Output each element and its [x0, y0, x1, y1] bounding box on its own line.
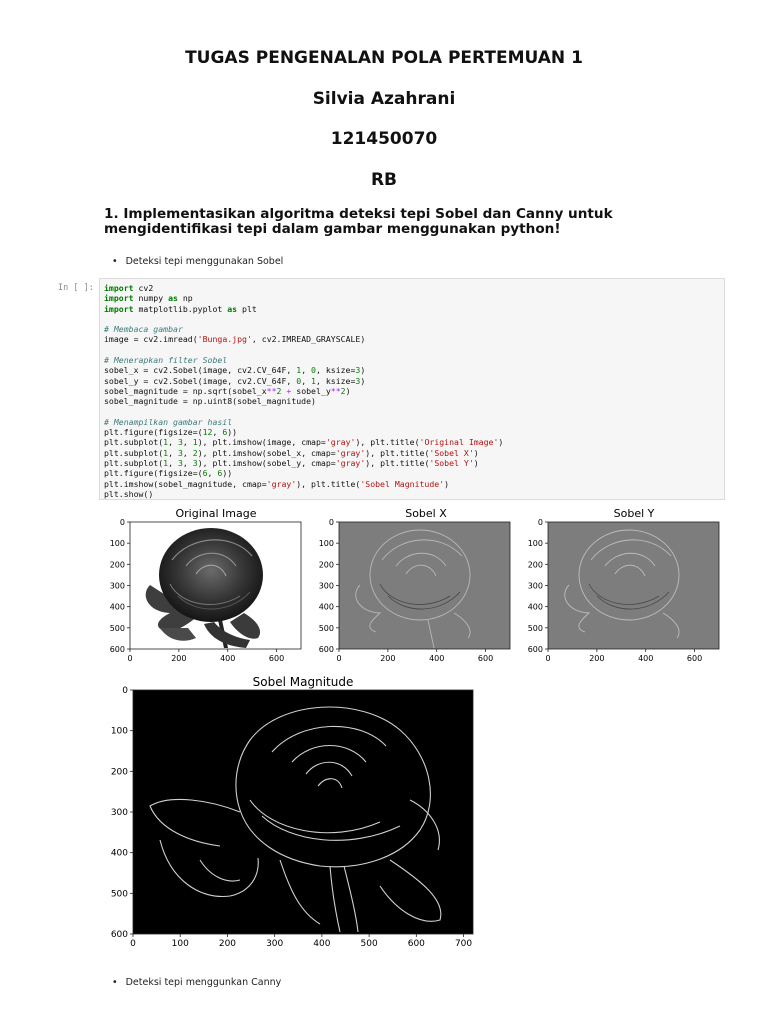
y-tick-label: 500 [318, 623, 334, 633]
x-tick-label: 0 [545, 654, 551, 663]
y-tick-label: 400 [110, 848, 128, 859]
x-tick-label: 0 [336, 654, 342, 663]
x-tick-label: 0 [127, 654, 133, 663]
y-tick-label: 200 [109, 560, 125, 570]
bullet-canny: • Deteksi tepi menggunkan Canny [112, 977, 281, 988]
code-line: plt.figure(figsize=(6, 6)) [104, 468, 233, 479]
y-tick-label: 100 [109, 539, 125, 549]
subplot-original [130, 507, 301, 649]
student-name: Silvia Azahrani [312, 89, 456, 109]
x-tick-label: 200 [171, 654, 187, 663]
y-tick-label: 0 [537, 518, 543, 527]
x-tick-label: 200 [589, 654, 605, 663]
document-title: TUGAS PENGENALAN POLA PERTEMUAN 1 [185, 48, 583, 68]
y-tick-label: 100 [318, 539, 334, 549]
code-line: image = cv2.imread('Bunga.jpg', cv2.IMREAD_GRAYSCALE) [104, 334, 366, 345]
code-line: sobel_magnitude = np.sqrt(sobel_x**2 + sobel_y**2) [104, 385, 351, 396]
y-tick-label: 0 [122, 686, 128, 696]
x-tick-label: 400 [429, 654, 445, 663]
y-tick-label: 500 [527, 623, 543, 633]
y-tick-label: 0 [119, 518, 125, 527]
subplot-sobel-x [339, 507, 510, 649]
code-line: sobel_magnitude = np.uint8(sobel_magnitude) [104, 396, 316, 407]
code-line: plt.subplot(1, 3, 1), plt.imshow(image, cmap='gray'), plt.title('Original Image') [104, 437, 504, 448]
question-text: 1. Implementasikan algoritma deteksi tepi Sobel dan Canny untuk mengidentifikasi tepi dalam gambar menggunakan python! [104, 206, 613, 237]
y-tick-label: 300 [527, 581, 543, 591]
y-tick-label: 300 [109, 581, 125, 591]
x-tick-label: 200 [380, 654, 396, 663]
subplot-title-sobel-y: Sobel Y [613, 507, 655, 520]
y-tick-label: 400 [318, 602, 334, 612]
x-tick-label: 400 [220, 654, 236, 663]
x-tick-label: 400 [638, 654, 654, 663]
x-tick-label: 600 [477, 654, 494, 663]
y-tick-label: 300 [110, 808, 128, 818]
x-tick-label: 600 [407, 939, 425, 949]
subplot-sobel-magnitude [133, 675, 473, 934]
code-line: plt.imshow(sobel_magnitude, cmap='gray'), plt.title('Sobel Magnitude') [104, 478, 450, 489]
code-line: plt.show() [104, 488, 154, 499]
code-line: plt.figure(figsize=(12, 6)) [104, 427, 238, 438]
axes-frame [133, 690, 473, 934]
y-tick-label: 0 [328, 518, 334, 527]
y-tick-label: 200 [110, 767, 128, 778]
subplot-title-sobel-magnitude: Sobel Magnitude [252, 675, 354, 689]
y-tick-label: 600 [318, 645, 334, 654]
subplot-sobel-y [548, 507, 719, 649]
code-line: # Menerapkan filter Sobel [104, 355, 228, 366]
y-tick-label: 300 [318, 581, 334, 591]
subplot-title-sobel-x: Sobel X [405, 507, 447, 520]
class-code: RB [370, 170, 398, 190]
student-id: 121450070 [330, 129, 438, 149]
y-tick-label: 100 [110, 726, 128, 737]
y-tick-label: 500 [110, 889, 128, 900]
code-line: import cv2 [104, 283, 154, 293]
code-line: sobel_x = cv2.Sobel(image, cv2.CV_64F, 1, 0, ksize=3) [104, 365, 366, 376]
y-tick-label: 600 [109, 645, 125, 654]
bullet-sobel: • Deteksi tepi menggunakan Sobel [112, 256, 283, 267]
x-tick-label: 400 [313, 939, 331, 949]
y-tick-label: 500 [109, 623, 125, 633]
code-line: # Membaca gambar [104, 324, 183, 335]
x-tick-label: 300 [266, 939, 284, 949]
code-line: sobel_y = cv2.Sobel(image, cv2.CV_64F, 0, 1, ksize=3) [104, 375, 366, 386]
x-tick-label: 100 [171, 939, 189, 949]
x-tick-label: 600 [268, 654, 285, 663]
code-line: plt.subplot(1, 3, 3), plt.imshow(sobel_y, cmap='gray'), plt.title('Sobel Y') [104, 458, 479, 469]
y-tick-label: 400 [527, 602, 543, 612]
code-cell[interactable] [99, 278, 725, 500]
y-tick-label: 600 [527, 645, 543, 654]
x-tick-label: 700 [454, 939, 473, 949]
code-line: import numpy as np [104, 293, 193, 304]
axes-frame [339, 522, 510, 649]
code-line: import matplotlib.pyplot as plt [104, 303, 257, 314]
x-tick-label: 0 [130, 939, 136, 949]
x-tick-label: 200 [218, 939, 237, 949]
code-line: # Menampilkan gambar hasil [104, 416, 233, 427]
plot-output [0, 500, 768, 970]
cell-prompt: In [ ]: [58, 283, 94, 293]
subplot-title-original: Original Image [175, 507, 257, 520]
y-tick-label: 600 [110, 930, 128, 940]
y-tick-label: 200 [318, 560, 334, 570]
code-line: plt.subplot(1, 3, 2), plt.imshow(sobel_x, cmap='gray'), plt.title('Sobel X') [104, 447, 479, 458]
y-tick-label: 100 [527, 539, 543, 549]
axes-frame [548, 522, 719, 649]
y-tick-label: 200 [527, 560, 543, 570]
x-tick-label: 600 [686, 654, 703, 663]
x-tick-label: 500 [360, 939, 378, 949]
y-tick-label: 400 [109, 602, 125, 612]
